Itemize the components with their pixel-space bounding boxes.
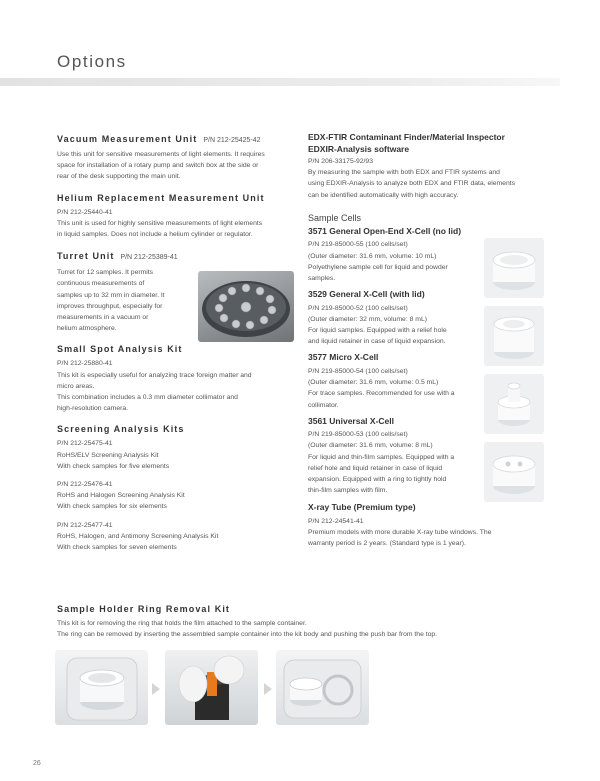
cell-desc-line: (Outer diameter: 31.6 mm, volume: 10 mL)	[308, 252, 437, 260]
cell-title: 3529 General X-Cell (with lid)	[308, 289, 425, 300]
cell-desc-line: For trace samples. Recommended for use with a	[308, 390, 455, 398]
screening-kit-name: RoHS and Halogen Screening Analysis Kit	[57, 492, 185, 500]
vacuum-title: Vacuum Measurement Unit	[57, 134, 198, 144]
title-divider-bar	[0, 78, 560, 86]
cell-title: 3561 Universal X-Cell	[308, 415, 394, 426]
cell-pn: P/N 219-85000-53 (100 cells/set)	[308, 431, 408, 439]
turret-desc-line: helium atmosphere.	[57, 325, 117, 333]
xray-section	[308, 502, 548, 549]
step-arrow-icon	[264, 683, 272, 695]
vacuum-pn: P/N 212-25425-42	[203, 137, 261, 144]
cell-pn: P/N 219-85000-55 (100 cells/set)	[308, 241, 408, 249]
cell-item	[308, 289, 498, 347]
edx-desc-line: using EDXIR-Analysis to analyze both EDX and FTIR data, elements	[308, 180, 516, 188]
micro-x-cell-photo	[484, 374, 544, 434]
sample-cells-heading: Sample Cells	[308, 212, 362, 223]
screening-kit	[57, 438, 297, 472]
screening-kit-desc: With check samples for six elements	[57, 503, 167, 511]
small-spot-title: Small Spot Analysis Kit	[57, 344, 183, 355]
turret-title: Turret Unit	[57, 251, 115, 262]
screening-kit-pn: P/N 212-25476-41	[57, 481, 113, 489]
ring-removal-desc-line: This kit is for removing the ring that holds the film attached to the sample container.	[57, 620, 307, 627]
small-spot-pn: P/N 212-25880-41	[57, 360, 113, 368]
helium-desc-line: in liquid samples. Does not include a helium cylinder or regulator.	[57, 231, 253, 239]
kit-photo-1	[55, 650, 148, 725]
cell-desc-line: Polyethylene sample cell for liquid and powder	[308, 263, 448, 271]
ring-removal-section	[57, 603, 557, 640]
kit-photo-2	[165, 650, 258, 725]
small-spot-desc-line: This combination includes a 0.3 mm diameter collimator and	[57, 394, 238, 402]
small-spot-desc-line: high-resolution camera.	[57, 405, 129, 413]
helium-pn: P/N 212-25440-41	[57, 208, 113, 216]
ring-removal-title: Sample Holder Ring Removal Kit	[57, 604, 231, 614]
turret-pn: P/N 212-25389-41	[120, 254, 178, 262]
xray-desc-line: warranty period is 2 years. (Standard type is 1 year).	[308, 540, 466, 548]
screening-section	[57, 423, 297, 553]
x-cell-with-lid-photo	[484, 306, 544, 366]
cell-desc-line: and liquid retainer in case of liquid expansion.	[308, 338, 446, 346]
small-spot-desc-line: micro areas.	[57, 382, 95, 390]
ring-removal-desc-line: The ring can be removed by inserting the assembled sample container into the kit body and pushing the push bar from the top.	[57, 631, 438, 639]
turret-desc-line: samples up to 32 mm in diameter. It	[57, 291, 165, 299]
helium-section	[57, 192, 297, 241]
xray-title: X-ray Tube (Premium type)	[308, 502, 416, 513]
turret-desc-line: continuous measurements of	[57, 280, 145, 288]
edx-section	[308, 132, 548, 201]
vacuum-desc-line: space for installation of a rotary pump and switch box at the side or	[57, 162, 259, 170]
screening-kit-name: RoHS, Halogen, and Antimony Screening Analysis Kit	[57, 532, 219, 540]
cell-desc-line: thin-film samples with film.	[308, 487, 388, 495]
cell-desc-line: (Outer diameter: 31.6 mm, volume: 0.5 mL)	[308, 379, 439, 387]
turret-desc-line: measurements in a vacuum or	[57, 314, 149, 322]
edx-desc-line: By measuring the sample with both EDX and FTIR systems and	[308, 169, 500, 177]
page-title: Options	[57, 52, 127, 71]
edx-desc-line: can be identified automatically with high accuracy.	[308, 191, 459, 199]
page-number: 26	[33, 760, 41, 767]
cell-pn: P/N 219-85000-54 (100 cells/set)	[308, 367, 408, 375]
turret-desc-line: improves throughput, especially for	[57, 302, 163, 310]
screening-title: Screening Analysis Kits	[57, 424, 185, 435]
screening-kit-pn: P/N 212-25475-41	[57, 440, 113, 448]
screening-kit	[57, 520, 297, 554]
cell-desc-line: expansion. Equipped with a ring to tightly hold	[308, 476, 447, 484]
cell-desc-line: collimator.	[308, 401, 339, 409]
cell-title: 3577 Micro X-Cell	[308, 352, 379, 363]
cell-item	[308, 416, 498, 497]
screening-kit-name: RoHS/ELV Screening Analysis Kit	[57, 451, 159, 459]
helium-desc-line: This unit is used for highly sensitive measurements of light elements	[57, 219, 263, 227]
cell-pn: P/N 219-85000-52 (100 cells/set)	[308, 304, 408, 312]
small-spot-desc-line: This kit is especially useful for analyzing trace foreign matter and	[57, 371, 252, 379]
open-end-cell-photo	[484, 238, 544, 298]
cell-item	[308, 352, 498, 410]
cell-item	[308, 226, 498, 284]
cell-title: 3571 General Open-End X-Cell (no lid)	[308, 225, 462, 236]
helium-title: Helium Replacement Measurement Unit	[57, 192, 265, 203]
universal-x-cell-photo	[484, 442, 544, 502]
cell-desc-line: (Outer diameter: 32 mm, volume: 8 mL)	[308, 315, 427, 323]
vacuum-desc-line: Use this unit for sensitive measurements of light elements. It requires	[57, 151, 265, 158]
edx-subtitle: EDXIR-Analysis software	[308, 143, 410, 154]
cell-desc-line: For liquid samples. Equipped with a relief hole	[308, 327, 447, 335]
screening-kit-desc: With check samples for seven elements	[57, 544, 177, 552]
turret-photo	[198, 271, 294, 342]
cell-desc-line: (Outer diameter: 31.6 mm, volume: 8 mL)	[308, 442, 433, 450]
screening-kit-pn: P/N 212-25477-41	[57, 521, 113, 529]
vacuum-desc-line: rear of the desk supporting the main unit.	[57, 173, 181, 181]
cell-desc-line: relief hole and liquid retainer in case of liquid	[308, 464, 443, 472]
small-spot-section	[57, 343, 297, 414]
edx-title: EDX-FTIR Contaminant Finder/Material Inspector	[308, 132, 505, 142]
cell-desc-line: For liquid and thin-film samples. Equipped with a	[308, 453, 455, 461]
left-column	[57, 133, 297, 553]
edx-pn: P/N 206-33175-92/93	[308, 158, 373, 165]
step-arrow-icon	[152, 683, 160, 695]
screening-kit-desc: With check samples for five elements	[57, 462, 170, 470]
screening-kit	[57, 479, 297, 513]
turret-desc-line: Turret for 12 samples. It permits	[57, 269, 154, 277]
vacuum-section	[57, 133, 297, 183]
xray-pn: P/N 212-24541-41	[308, 517, 364, 525]
kit-photo-3	[276, 650, 369, 725]
xray-desc-line: Premium models with more durable X-ray tube windows. The	[308, 529, 492, 537]
cell-desc-line: samples.	[308, 274, 336, 282]
